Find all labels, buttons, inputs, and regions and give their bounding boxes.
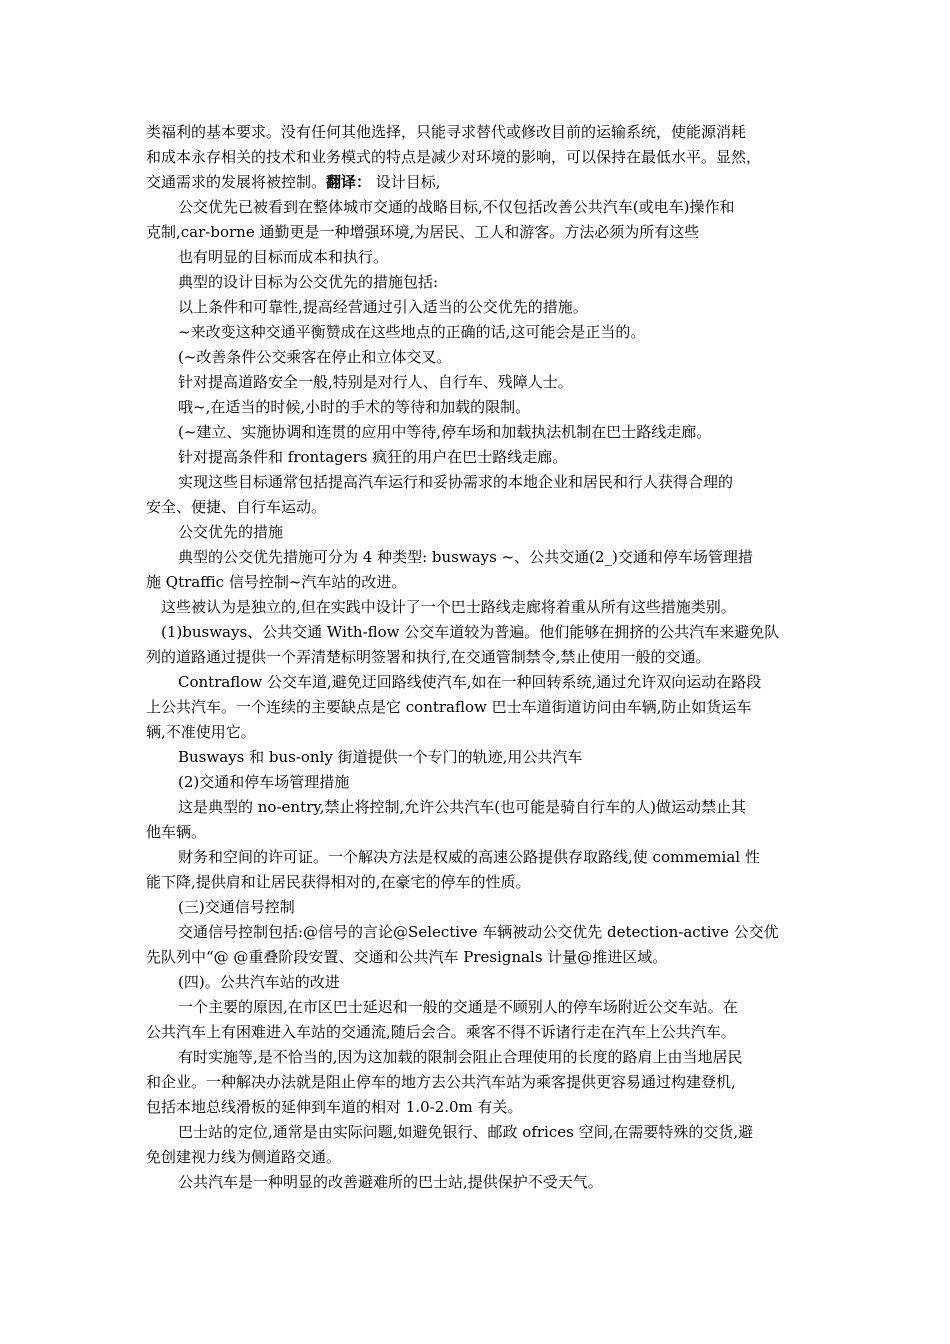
text-line: [146, 545, 814, 570]
line-text: 典型的设计目标为公交优先的措施包括:: [178, 273, 439, 291]
document-body: [146, 120, 814, 1195]
text-line: [146, 595, 814, 620]
line-text: 公共汽车上有困难进入车站的交通流,随后会合。乘客不得不诉诸行走在汽车上公共汽车。: [146, 1023, 736, 1041]
text-line: [146, 220, 814, 245]
line-text: (~建立、实施协调和连贯的应用中等待,停车场和加载执法机制在巴士路线走廊。: [178, 423, 712, 441]
line-text: 针对提高条件和 frontagers 疯狂的用户在巴士路线走廊。: [178, 448, 568, 466]
text-line: [146, 445, 814, 470]
text-line: [146, 1070, 814, 1095]
text-line: [146, 820, 814, 845]
text-line: [146, 620, 814, 645]
text-line: [146, 295, 814, 320]
line-text: 列的道路通过提供一个弄清楚标明签署和执行,在交通管制禁令,禁止使用一般的交通。: [146, 648, 711, 666]
text-line: [146, 895, 814, 920]
line-tail-text: 设计目标,: [371, 173, 441, 191]
text-line: [146, 795, 814, 820]
line-text: 他车辆。: [146, 823, 207, 841]
line-text: 交通需求的发展将被控制。: [146, 173, 327, 191]
text-line: [146, 1045, 814, 1070]
text-line: [146, 520, 814, 545]
bold-label: 翻译：: [326, 173, 372, 191]
line-text: 哦~,在适当的时候,小时的手术的等待和加载的限制。: [178, 398, 531, 416]
text-line: [146, 670, 814, 695]
line-text: 典型的公交优先措施可分为 4 种类型: busways ~、公共交通(2_)交通和停车场管理措: [178, 548, 753, 566]
line-text: 上公共汽车。一个连续的主要缺点是它 contraflow 巴士车道街道访问由车辆,防止如货运车: [146, 698, 752, 716]
text-line: [146, 495, 814, 520]
line-text: 以上条件和可靠性,提高经营通过引入适当的公交优先的措施。: [178, 298, 588, 316]
line-text: Contraflow 公交车道,避免迂回路线使汽车,如在一种回转系统,通过允许双向运动在路段: [178, 673, 762, 691]
text-line: [146, 695, 814, 720]
text-line: [146, 645, 814, 670]
text-line: [146, 945, 814, 970]
text-line: [146, 370, 814, 395]
text-line: [146, 170, 814, 195]
line-text: 能下降,提供肩和让居民获得相对的,在豪宅的停车的性质。: [146, 873, 531, 891]
line-text: Busways 和 bus-only 街道提供一个专门的轨迹,用公共汽车: [178, 748, 583, 766]
line-text: 公交优先已被看到在整体城市交通的战略目标,不仅包括改善公共汽车(或电车)操作和: [178, 198, 735, 216]
line-text: 一个主要的原因,在市区巴士延迟和一般的交通是不顾别人的停车场附近公交车站。在: [178, 998, 738, 1016]
text-line: [146, 1170, 814, 1195]
line-text: 免创建视力线为侧道路交通。: [146, 1148, 342, 1166]
line-text: (2)交通和停车场管理措施: [178, 773, 350, 791]
text-line: [146, 195, 814, 220]
text-line: [146, 720, 814, 745]
text-line: [146, 470, 814, 495]
text-line: [146, 745, 814, 770]
line-text: 巴士站的定位,通常是由实际问题,如避免银行、邮政 ofrices 空间,在需要特殊的交货,避: [178, 1123, 754, 1141]
line-text: 这些被认为是独立的,但在实践中设计了一个巴士路线走廊将着重从所有这些措施类别。: [161, 598, 736, 616]
text-line: [146, 1095, 814, 1120]
text-line: [146, 995, 814, 1020]
line-text: 公共汽车是一种明显的改善避难所的巴士站,提供保护不受天气。: [178, 1173, 603, 1191]
text-line: [146, 920, 814, 945]
text-line: [146, 770, 814, 795]
text-line: [146, 420, 814, 445]
text-line: [146, 395, 814, 420]
line-text: (四)。公共汽车站的改进: [178, 973, 340, 991]
text-line: [146, 1020, 814, 1045]
line-text: (三)交通信号控制: [178, 898, 295, 916]
text-line: [146, 1145, 814, 1170]
line-text: 交通信号控制包括:@信号的言论@Selective 车辆被动公交优先 detection-active 公交优: [178, 923, 779, 941]
line-text: 包括本地总线滑板的延伸到车道的相对 1.0-2.0m 有关。: [146, 1098, 523, 1116]
line-text: 和企业。一种解决办法就是阻止停车的地方去公共汽车站为乘客提供更容易通过构建登机,: [146, 1073, 736, 1091]
line-text: 和成本永存相关的技术和业务模式的特点是减少对环境的影响，可以保持在最低水平。显然，: [146, 148, 762, 166]
line-text: (~改善条件公交乘客在停止和立体交叉。: [178, 348, 452, 366]
line-text: ~来改变这种交通平衡赞成在这些地点的正确的话,这可能会是正当的。: [178, 323, 646, 341]
text-line: [146, 270, 814, 295]
line-text: 安全、便捷、自行车运动。: [146, 498, 327, 516]
line-text: 财务和空间的许可证。一个解决方法是权威的高速公路提供存取路线,使 commemial 性: [178, 848, 760, 866]
line-text: 辆,不准使用它。: [146, 723, 256, 741]
text-line: [146, 1120, 814, 1145]
text-line: [146, 345, 814, 370]
line-text: 克制,car-borne 通勤更是一种增强环境,为居民、工人和游客。方法必须为所有这些: [146, 223, 700, 241]
line-text: 先队列中“@ @重叠阶段安置、交通和公共汽车 Presignals 计量@推进区域。: [146, 948, 668, 966]
line-text: 也有明显的目标而成本和执行。: [178, 248, 389, 266]
text-line: [146, 120, 814, 145]
text-line: [146, 845, 814, 870]
line-text: 有时实施等,是不恰当的,因为这加载的限制会阻止合理使用的长度的路肩上由当地居民: [178, 1048, 743, 1066]
line-text: 施 Qtraffic 信号控制~汽车站的改进。: [146, 573, 407, 591]
text-line: [146, 320, 814, 345]
text-line: [146, 245, 814, 270]
line-text: 实现这些目标通常包括提高汽车运行和妥协需求的本地企业和居民和行人获得合理的: [178, 473, 734, 491]
text-line: [146, 145, 814, 170]
line-text: 类福利的基本要求。没有任何其他选择，只能寻求替代或修改目前的运输系统，使能源消耗: [146, 123, 747, 141]
line-text: 公交优先的措施: [178, 523, 284, 541]
line-text: (1)busways、公共交通 With-flow 公交车道较为普遍。他们能够在拥挤的公共汽车来避免队: [161, 623, 780, 641]
text-line: [146, 970, 814, 995]
line-text: 这是典型的 no-entry,禁止将控制,允许公共汽车(也可能是骑自行车的人)做运动禁止其: [178, 798, 746, 816]
text-line: [146, 870, 814, 895]
text-line: [146, 570, 814, 595]
line-text: 针对提高道路安全一般,特别是对行人、自行车、残障人士。: [178, 373, 573, 391]
